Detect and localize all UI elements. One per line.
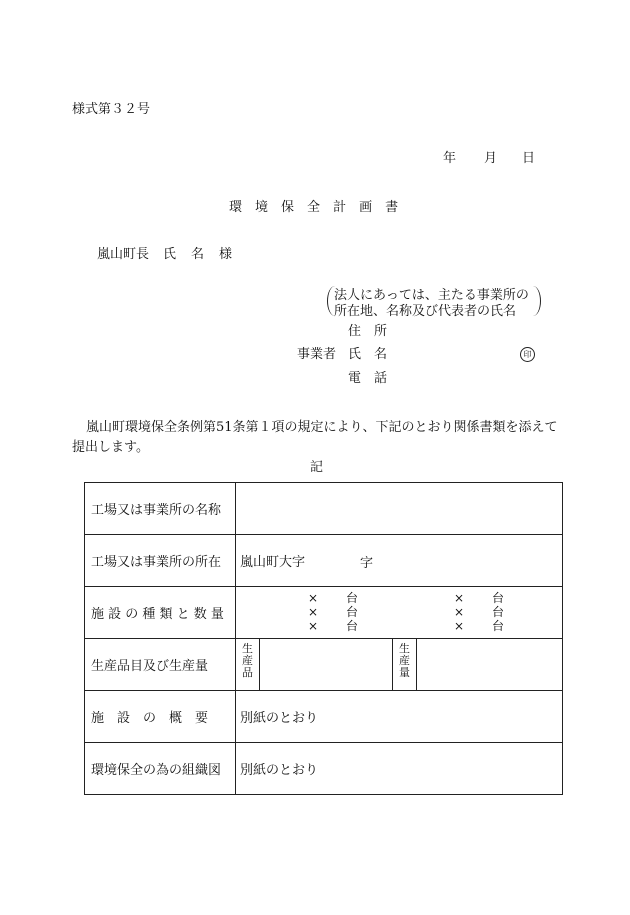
table-row (85, 535, 563, 587)
location-prefix: 嵐山町大字 (240, 555, 306, 570)
body-line-1: 嵐山町環境保全条例第51条第１項の規定により、下記のとおり関係書類を添えて (86, 420, 558, 435)
products-output-cell (236, 639, 563, 691)
title-char: 全 (307, 200, 321, 215)
title-char: 画 (359, 200, 373, 215)
title-char: 環 (229, 200, 243, 215)
times-mark: × (454, 619, 465, 633)
unit-label: 台 (346, 619, 359, 633)
facility-type-quantity-label: 施 設 の 種 類 と 数 量 (85, 587, 236, 639)
products-output-label: 生産品目及び生産量 (85, 639, 236, 691)
factory-location-field[interactable] (236, 535, 563, 587)
applicant-role-label: 事業者 (297, 347, 337, 362)
output-amount-field[interactable] (417, 639, 562, 690)
factory-name-field[interactable] (236, 483, 563, 535)
title-char: 境 (255, 200, 269, 215)
factory-name-label: 工場又は事業所の名称 (85, 483, 236, 535)
times-mark: × (454, 605, 465, 619)
name-label: 氏 名 (348, 347, 388, 362)
document-title (229, 201, 398, 214)
addressee-honorific: 様 (219, 247, 233, 262)
facility-overview-field[interactable]: 別紙のとおり (236, 691, 563, 743)
unit-label: 台 (346, 605, 359, 619)
times-mark: × (308, 591, 319, 605)
unit-label: 台 (492, 591, 505, 605)
facility-overview-label: 施 設 の 概 要 (85, 691, 236, 743)
title-char: 書 (385, 200, 399, 215)
table-row (85, 483, 563, 535)
date-day: 日 (522, 151, 536, 166)
unit-label: 台 (492, 619, 505, 633)
date-month: 月 (484, 151, 498, 166)
title-char: 保 (281, 200, 295, 215)
times-mark: × (308, 619, 319, 633)
product-item-field[interactable] (260, 639, 393, 690)
location-aza: 字 (360, 556, 374, 571)
times-mark: × (454, 591, 465, 605)
phone-label: 電 話 (348, 371, 388, 386)
addressee-name-a: 氏 (163, 247, 177, 262)
table-row (85, 743, 563, 795)
application-table (84, 482, 563, 795)
seal-mark: 印 (520, 347, 535, 362)
ki-heading: 記 (310, 460, 324, 475)
form-number: 様式第３２号 (72, 102, 151, 117)
times-mark: × (308, 605, 319, 619)
facility-quantity-field[interactable] (236, 587, 563, 639)
unit-label: 台 (346, 591, 359, 605)
body-line-2: 提出します。 (72, 440, 149, 455)
date-year: 年 (443, 151, 457, 166)
product-item-label: 生 産 品 (236, 639, 260, 690)
table-row (85, 639, 563, 691)
factory-location-label: 工場又は事業所の所在 (85, 535, 236, 587)
output-amount-label: 生 産 量 (393, 639, 417, 690)
unit-label: 台 (492, 605, 505, 619)
title-char: 計 (333, 200, 347, 215)
corporate-note-line1: 法人にあっては、主たる事業所の (334, 288, 529, 303)
org-chart-field[interactable]: 別紙のとおり (236, 743, 563, 795)
addressee-place: 嵐山町長 (97, 247, 150, 262)
org-chart-label: 環境保全の為の組織図 (85, 743, 236, 795)
table-row (85, 691, 563, 743)
addressee-name-b: 名 (191, 247, 205, 262)
address-label: 住 所 (348, 324, 388, 339)
table-row (85, 587, 563, 639)
corporate-note-line2: 所在地、名称及び代表者の氏名 (334, 304, 517, 319)
